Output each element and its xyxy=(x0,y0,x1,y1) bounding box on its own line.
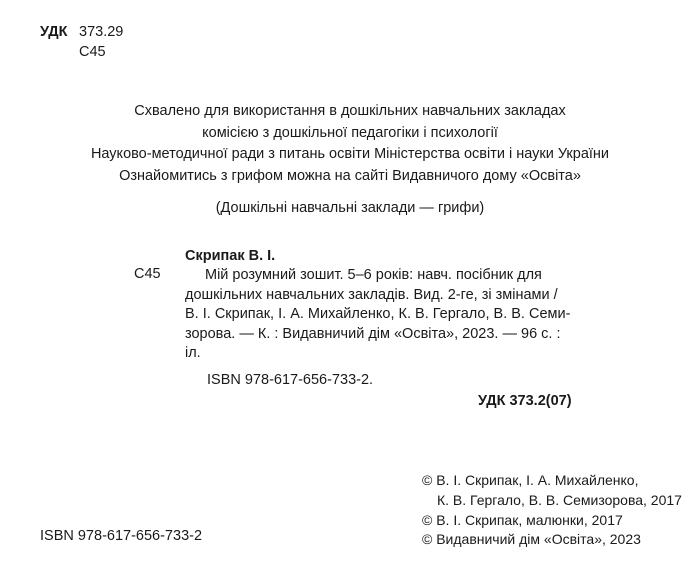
author-mark: С45 xyxy=(79,44,106,60)
copyright-line: © В. І. Скрипак, І. А. Михайленко, xyxy=(422,472,639,488)
description-line: Мій розумний зошит. 5–6 років: навч. посібник для xyxy=(205,267,542,283)
udk-code: 373.29 xyxy=(79,24,124,40)
approval-line: Науково-методичної ради з питань освіти Міністерства освіти і науки України xyxy=(90,146,610,162)
approval-line: комісією з дошкільної педагогіки і психології xyxy=(202,124,498,141)
card-author-heading: Скрипак В. І. xyxy=(185,248,276,264)
card-udk: УДК 373.2(07) xyxy=(478,393,572,409)
description-line: зорова. — К. : Видавничий дім «Освіта», 2023. — 96 с. : xyxy=(185,325,561,342)
description-line: іл. xyxy=(185,345,201,361)
approval-block xyxy=(0,101,700,187)
copyright-block xyxy=(422,471,682,550)
approval-line: Схвалено для використання в дошкільних навчальних закладах xyxy=(134,103,566,119)
udk-label: УДК xyxy=(40,24,68,40)
approval-line: Ознайомитись з грифом можна на сайті Видавничого дому «Освіта» xyxy=(119,167,581,184)
card-author-mark: С45 xyxy=(134,266,161,282)
copyright-line: © Видавничий дім «Освіта», 2023 xyxy=(422,531,641,548)
description-line: дошкільних навчальних закладів. Вид. 2-ге, зі змінами / xyxy=(185,286,558,303)
description-line: В. І. Скрипак, І. А. Михайленко, К. В. Гергало, В. В. Семи- xyxy=(185,306,571,322)
copyright-line: К. В. Гергало, В. В. Семизорова, 2017 xyxy=(437,491,682,508)
card-description xyxy=(185,266,585,364)
copyright-line: © В. І. Скрипак, малюнки, 2017 xyxy=(422,511,623,528)
series-note: (Дошкільні навчальні заклади — грифи) xyxy=(215,200,485,216)
footer-isbn: ISBN 978-617-656-733-2 xyxy=(40,528,203,544)
card-isbn: ISBN 978-617-656-733-2. xyxy=(207,372,374,388)
